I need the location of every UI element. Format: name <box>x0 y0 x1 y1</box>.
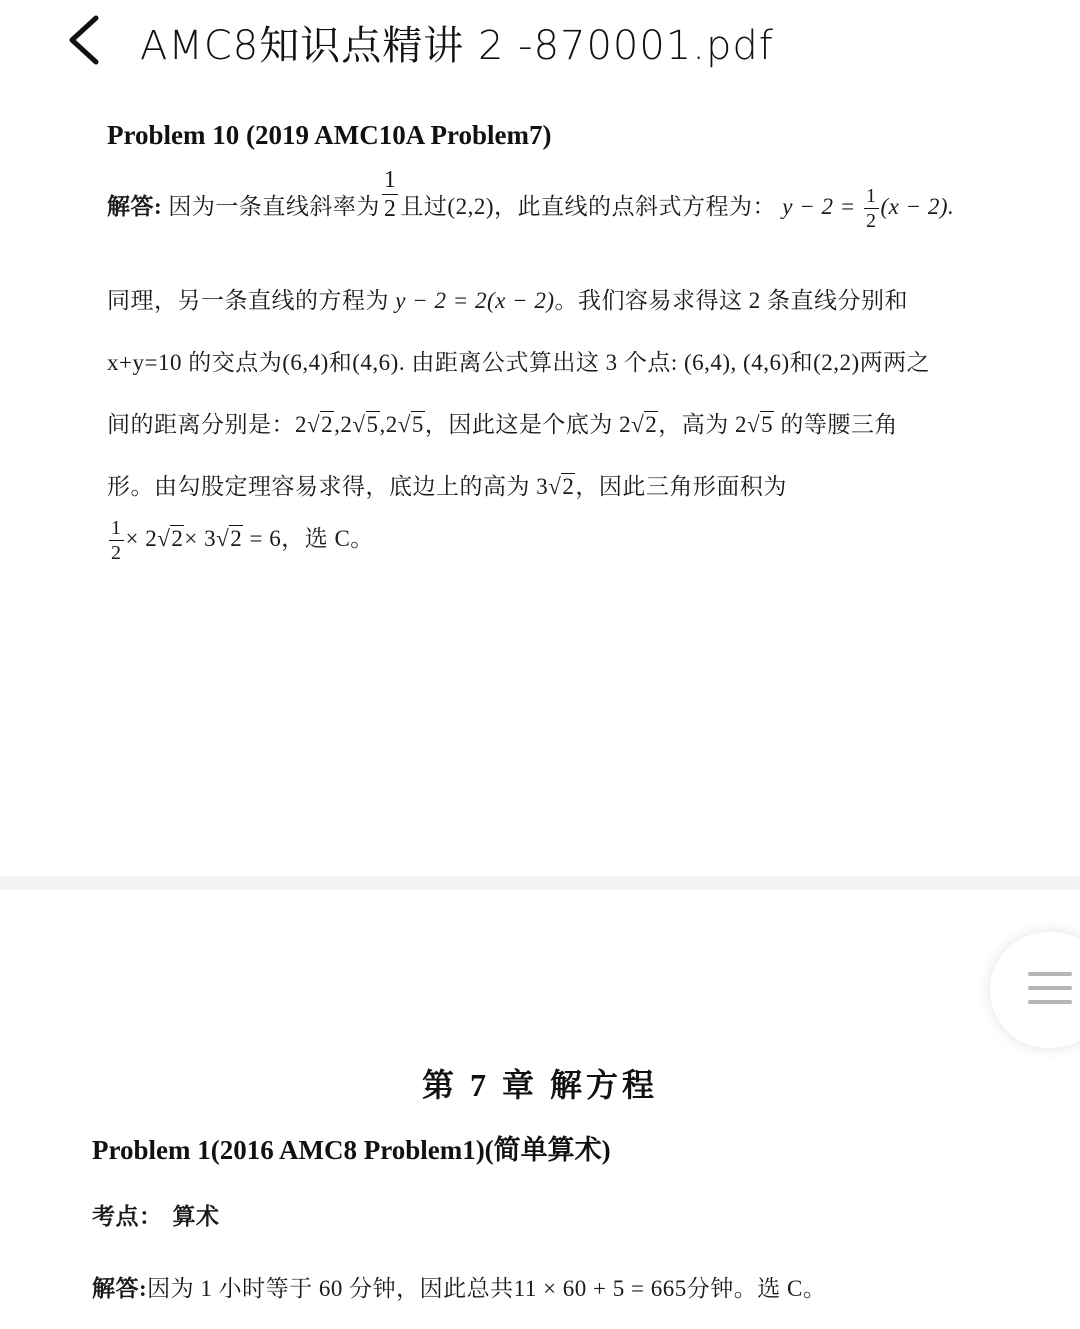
back-button[interactable] <box>58 10 118 70</box>
fraction: $\frac{1}{2}$ <box>383 167 397 222</box>
square-root: √2 <box>157 525 184 551</box>
square-root: √5 <box>397 412 424 437</box>
solution-label: 解答: <box>107 193 163 219</box>
problem-heading: Problem 10 (2019 AMC10A Problem7) <box>107 120 552 150</box>
square-root: √5 <box>747 412 774 437</box>
solution-line-4: 间的距离分别是：2√2,2√5,2√5，因此这是个底为 2√2，高为 2√5 的等腰三角 <box>107 412 898 437</box>
solution-line-6: $\frac{1}{2}$ × 2√2× 3√2 = 6，选 C。 <box>111 517 374 564</box>
fraction: $\frac{1}{2}$ <box>111 517 122 564</box>
menu-icon <box>1028 968 1072 1012</box>
answer-line: 解答:因为 1 小时等于 60 分钟，因此总共11 × 60 + 5 = 665分钟。选 C。 <box>92 1276 827 1301</box>
document-title: AMC8知识点精讲 2 -870001.pdf <box>140 23 774 69</box>
fraction: $\frac{1}{2}$ <box>866 185 877 232</box>
chapter-title: 第 7 章 解方程 <box>421 1067 658 1103</box>
solution-line-2: 同理，另一条直线的方程为 y − 2 = 2(x − 2)。我们容易求得这 2 条直线分别和 <box>107 288 909 313</box>
problem-heading: Problem 1(2016 AMC8 Problem1)(简单算术) <box>92 1135 611 1165</box>
kaodian-line: 考点： 算术 <box>92 1204 220 1229</box>
solution-line-3: x+y=10 的交点为(6,4)和(4,6). 由距离公式算出这 3 个点: (6,4), (4,6)和(2,2)两两之 <box>107 350 931 375</box>
chevron-left-icon <box>58 10 118 70</box>
square-root: √2 <box>631 412 658 437</box>
page-separator <box>0 876 1080 890</box>
square-root: √2 <box>548 474 575 499</box>
square-root: √2 <box>216 525 243 551</box>
pdf-page-1 <box>0 90 1080 875</box>
pdf-page-2 <box>0 890 1080 1329</box>
solution-line-1: 解答: 因为一条直线斜率为 $\frac{1}{2}$ 且过(2,2)，此直线的点斜式方程为： y − 2 = $\frac{1}{2}$ (x − 2). <box>107 167 955 232</box>
square-root: √5 <box>352 412 379 437</box>
square-root: √2 <box>307 412 334 437</box>
solution-line-5: 形。由勾股定理容易求得，底边上的高为 3√2，因此三角形面积为 <box>107 474 787 499</box>
header-bar <box>0 0 1080 90</box>
